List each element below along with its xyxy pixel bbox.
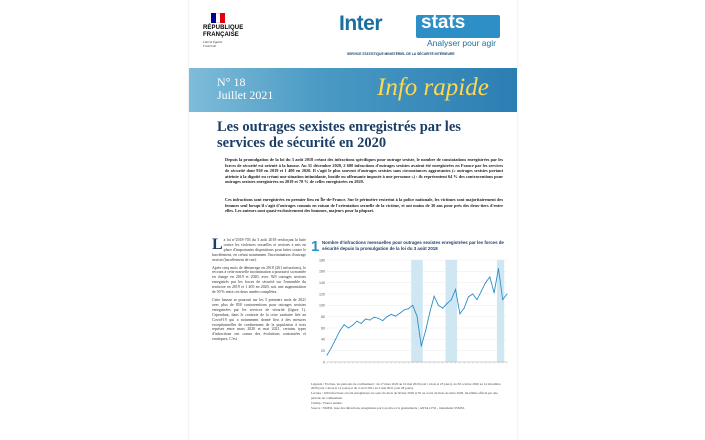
data-point <box>412 305 413 306</box>
data-point <box>455 289 456 290</box>
data-point <box>438 305 439 306</box>
issue-date: Juillet 2021 <box>217 88 274 102</box>
data-point <box>387 316 388 317</box>
data-point <box>481 291 482 292</box>
figure-number: 1 <box>311 238 320 255</box>
y-tick-label: 0 <box>323 360 325 365</box>
data-point <box>464 308 465 309</box>
data-point <box>447 303 448 304</box>
data-point <box>429 312 430 313</box>
figure-notes <box>311 382 507 411</box>
data-point <box>378 318 379 319</box>
data-point <box>357 321 358 322</box>
confinement-band-0 <box>411 260 423 362</box>
french-flag-icon <box>211 13 225 23</box>
field-note: Champ : France entière. <box>311 400 343 405</box>
article-intro: Depuis la promulgation de la loi du 3 août 2018 créant des infractions spécifiques pour outrage sexiste, le nombre de constatations enregistrées par les forces de sécurité est orienté à la hausse. Au 31 décembre 2020, 2 600 infractions d'outrages sexistes avaient été enregistrées en France par les services de sécurité dont 930 en 2019 et 1 400 en 2020. Il s'agit le plus souvent d'outrages sexistes sans circonstances aggravantes (« outrages sexistes portant atteinte à la dignité ou créant une situation intimidante, hostile ou offensante imposée à une personne ») : ils représentent 64 % des contraventions pour outrages sexistes enregistrées en 2019 et 70 % de celles enregistrées en 2020. <box>225 157 503 184</box>
data-point <box>451 299 452 300</box>
data-point <box>408 308 409 309</box>
data-point <box>374 317 375 318</box>
interstats-logo <box>339 12 509 52</box>
data-point <box>498 268 499 269</box>
y-tick-label: 180 <box>319 258 325 263</box>
data-point <box>399 313 400 314</box>
data-point <box>344 324 345 325</box>
source-note: Source : SSMSI, base des infractions enregistrées par la police et la gendarmerie ; ANTAI, PSI - traitements SSMSI. <box>311 406 465 411</box>
data-point <box>365 318 366 319</box>
logo-tagline: Analyser pour agir <box>427 38 496 48</box>
y-tick-label: 140 <box>319 280 325 285</box>
data-point <box>507 294 508 295</box>
data-point <box>442 308 443 309</box>
data-point <box>502 299 503 300</box>
logo-stats-text: stats <box>421 12 466 33</box>
data-point <box>395 316 396 317</box>
line-chart <box>311 254 511 379</box>
figure-title: Nombre d'infractions mensuelles pour outrages sexistes enregistrées par les forces de sécurité depuis la promulgation de la loi du 3 août 2018 <box>322 240 504 251</box>
data-point <box>391 314 392 315</box>
data-point <box>339 330 340 331</box>
data-point <box>361 323 362 324</box>
dropcap: L <box>212 236 223 253</box>
y-tick-label: 20 <box>321 348 325 353</box>
data-point <box>425 330 426 331</box>
data-point <box>421 346 422 347</box>
data-point <box>417 316 418 317</box>
data-point <box>477 299 478 300</box>
y-tick-label: 40 <box>321 337 325 342</box>
issue-number: N° 18 <box>217 75 246 89</box>
republique-motto: Liberté Égalité Fraternité <box>203 40 223 48</box>
lecture-note: Lecture : 100 infractions ont été enregistrées au cours du mois de février 2020 et 81 au cours du mois de mars 2020, lui-même affecté par une période de confinement. <box>311 391 498 400</box>
y-tick-label: 120 <box>319 292 325 297</box>
data-point <box>494 292 495 293</box>
data-point <box>327 355 328 356</box>
data-point <box>369 320 370 321</box>
body-paragraph-1: a loi n°2018-703 du 3 août 2018 renforçant la lutte contre les violences sexuelles et sexistes a mis en place d'importantes dispositions pour lutter contre le harcèlement, en créant notamment l'incrimination d'outrage sexiste (harcèlement de rue). <box>212 238 306 262</box>
article-intro-2: Ces infractions sont enregistrées en premier lieu en Île-de-France. Sur le périmètre restreint à la police nationale, les victimes sont majoritairement des femmes seul lorsqu'il s'agit d'outrages commis en raison de l'orientation sexuelle de la victime, et ont moins de 30 ans pour près des deux-tiers d'entre elles. Les auteurs sont quasi-exclusivement des hommes, majeurs pour la plupart. <box>225 197 503 213</box>
issue-info <box>217 76 273 102</box>
confinement-band-1 <box>446 260 458 362</box>
confinement-band-2 <box>497 260 504 362</box>
data-point <box>404 309 405 310</box>
y-tick-label: 160 <box>319 269 325 274</box>
data-point <box>352 325 353 326</box>
data-point <box>489 277 490 278</box>
y-tick-label: 80 <box>321 314 325 319</box>
data-point <box>472 294 473 295</box>
data-point <box>382 320 383 321</box>
y-tick-label: 100 <box>319 303 325 308</box>
data-point <box>485 282 486 283</box>
y-tick-label: 60 <box>321 326 325 331</box>
body-paragraph-3: Cette hausse se poursuit sur les 5 premiers mois de 2021 avec plus de 850 contraventions pour outrages sexistes enregistrées par les services de sécurité (figure 1). Cependant, dans le contexte de la crise sanitaire liée au Covid-19 qui a notamment donné lieu à des mesures exceptionnelles de confinement de la population à trois reprises entre mars 2020 et mai 2021, certains types d'infractions ont connu des évolutions contrastées et erratiques. C'est <box>212 297 306 342</box>
document-page <box>189 0 517 440</box>
series-title: Info rapide <box>377 74 489 101</box>
data-point <box>335 339 336 340</box>
article-body-column <box>212 238 306 345</box>
data-point <box>331 347 332 348</box>
page-header <box>189 0 517 68</box>
service-name: SERVICE STATISTIQUE MINISTÉRIEL DE LA SÉCURITÉ INTÉRIEURE <box>347 52 455 56</box>
article-title: Les outrages sexistes enregistrés par les services de sécurité en 2020 <box>217 119 461 151</box>
data-point <box>348 328 349 329</box>
data-point <box>434 296 435 297</box>
republique-title: RÉPUBLIQUE FRANÇAISE <box>203 25 244 38</box>
legend-note: Légende : En bleu, les périodes de confinement : du 17 mars 2020 au 10 mai 2020 (soit 1 mois et 23 jours), du 30 octobre 2020 au 14 décembre 2020 (soit 1 mois et 14 jours) et du 3 avril 2021 au 2 mai 2021 (soit 28 jours). <box>311 382 501 391</box>
logo-inter-text: Inter <box>339 12 383 35</box>
data-point <box>468 296 469 297</box>
data-point <box>459 313 460 314</box>
body-paragraph <box>212 238 306 263</box>
body-paragraph-2: Après cinq mois de démarrage en 2018 (261 infractions), le recours à cette nouvelle incrimination a poursuivi sa montée en charge en 2019 et 2020, avec 929 outrages sexistes enregistrés par les forces de sécurité sur l'ensemble du territoire en 2019 et 1 405 en 2020, soit une augmentation de 50 % entre ces deux années complètes. <box>212 265 306 295</box>
